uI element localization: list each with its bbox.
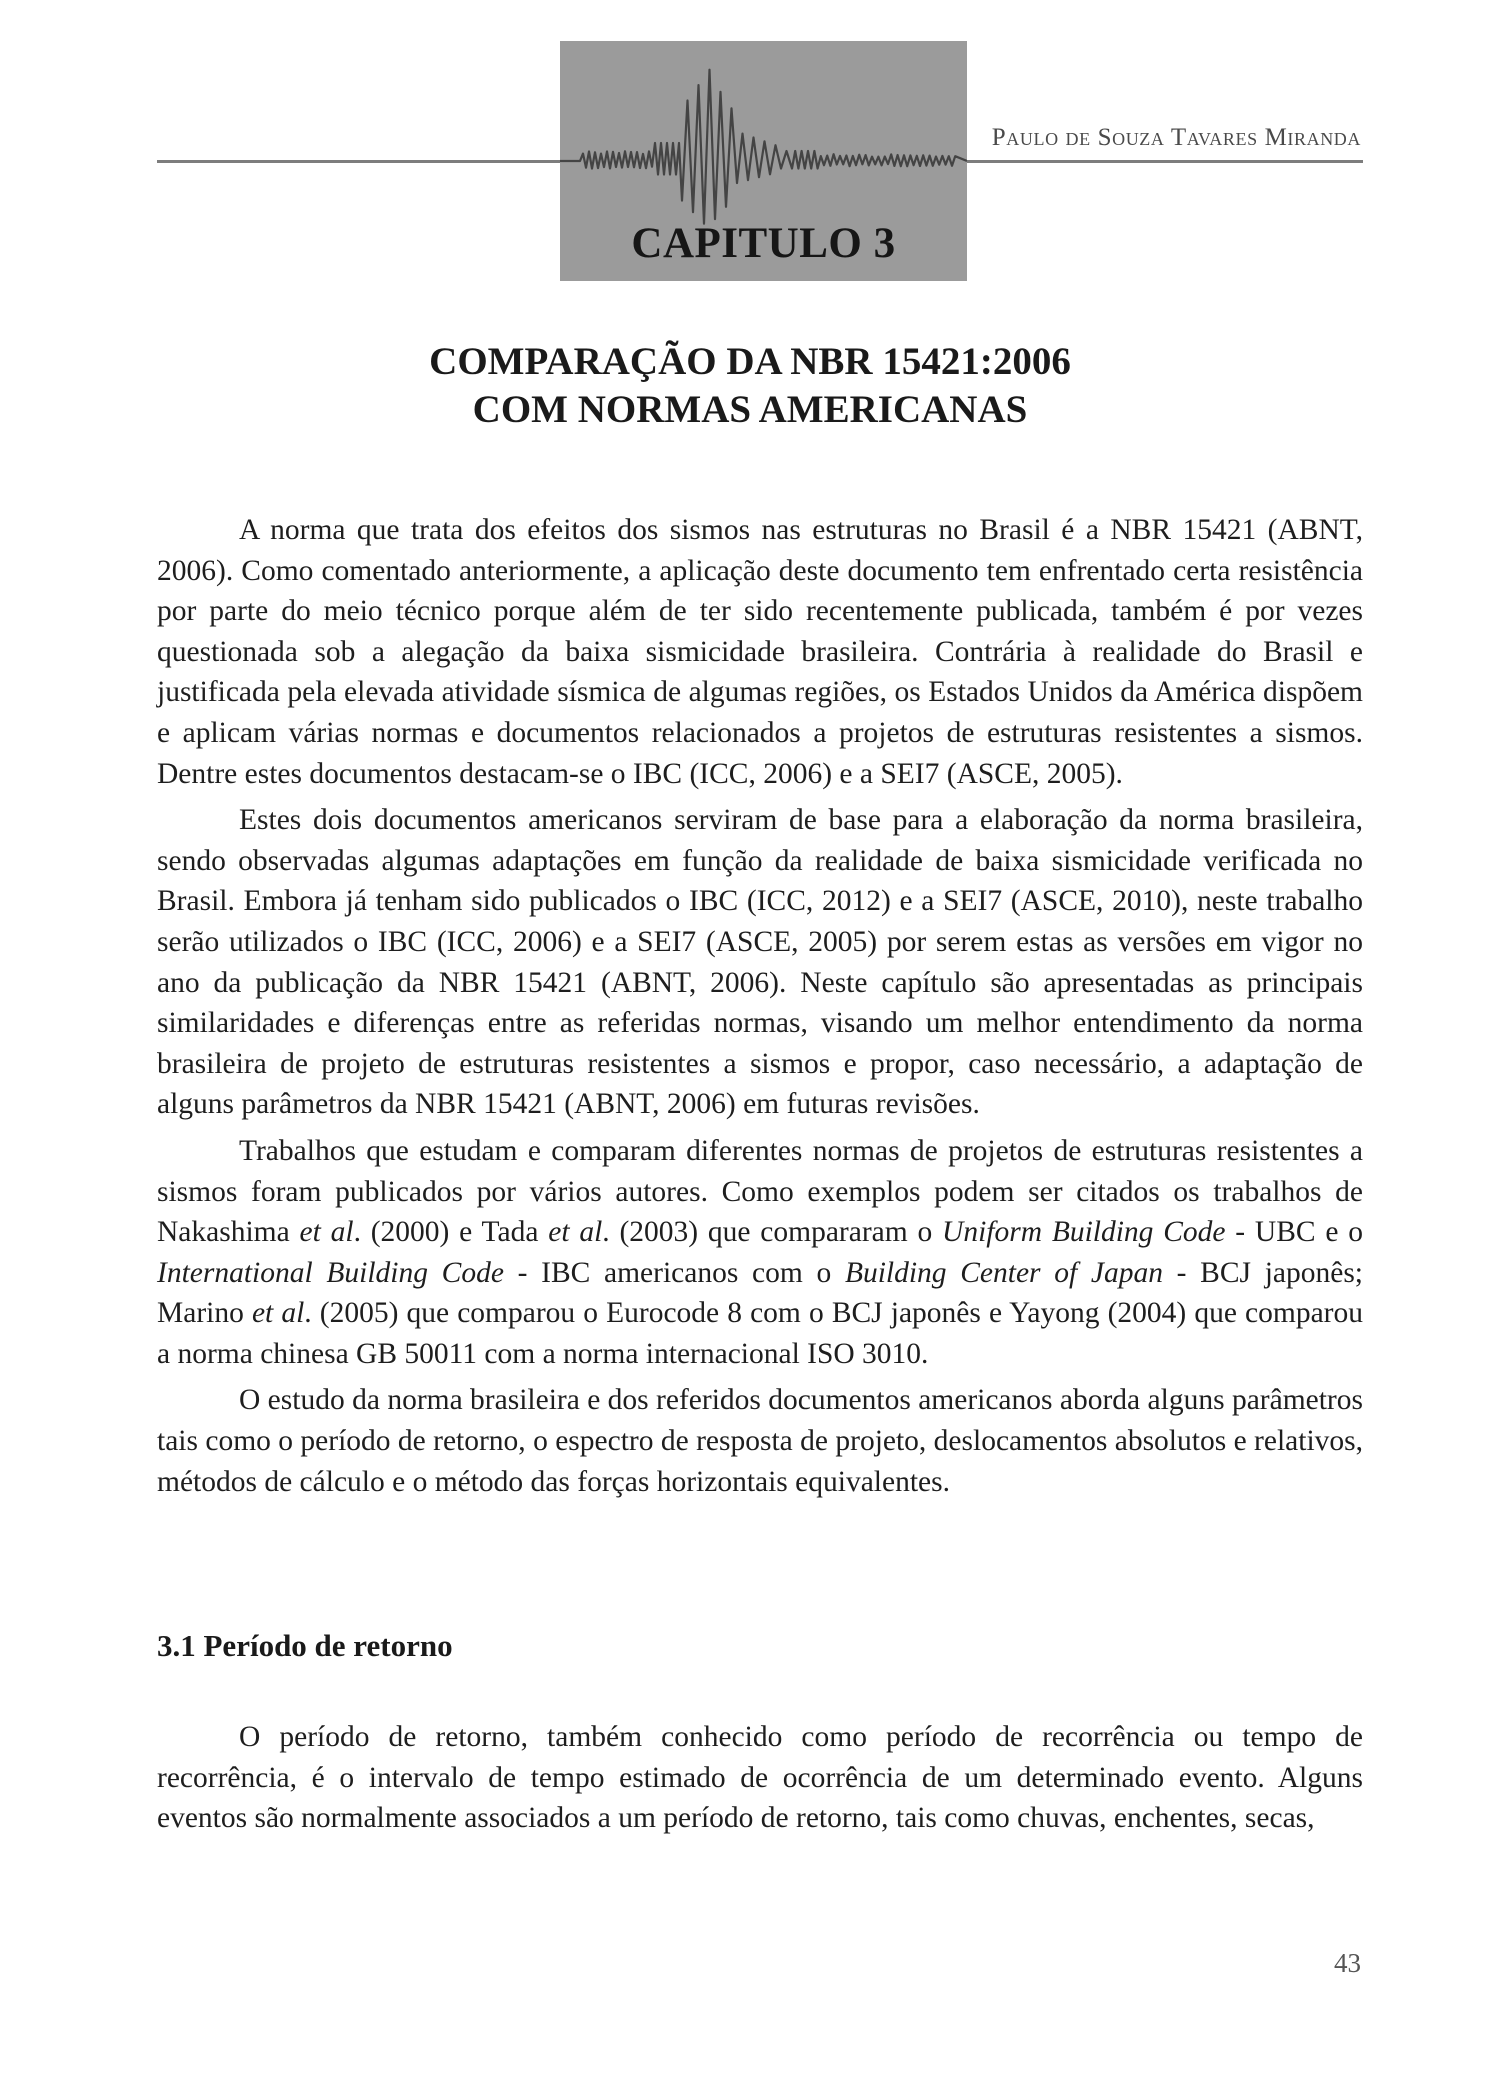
text-segment: - IBC americanos com o: [503, 1256, 845, 1289]
text-segment: . (2005) que comparou o Eurocode 8 com o BCJ japonês e Yayong (2004) que comparou a norma chinesa GB 50011 com a norma internacional ISO 3010.: [157, 1297, 1364, 1370]
chapter-title: [0, 338, 1500, 434]
paragraph: [157, 510, 1363, 794]
paragraph: [157, 1380, 1363, 1502]
italic-text: et al: [548, 1216, 603, 1249]
chapter-banner: [560, 41, 967, 281]
italic-text: et al: [299, 1216, 354, 1249]
text-segment: - UBC e o: [1225, 1216, 1364, 1249]
intro-body: [157, 510, 1363, 1508]
text-segment: A norma que trata dos efeitos dos sismos nas estruturas no Brasil é a NBR 15421 (ABNT, 2006). Como comentado anteriormente, a aplicação deste documento tem enfrentado certa resistência por parte do meio técnico porque além de ter sido recentemente publicada, também é por vezes questionada sob a alegação da baixa sismicidade brasileira. Contrária à realidade do Brasil e justificada pela elevada atividade sísmica de algumas regiões, os Estados Unidos da América dispõem e aplicam várias normas e documentos relacionados a projetos de estruturas resistentes a sismos. Dentre estes documentos destacam-se o IBC (ICC, 2006) e a SEI7 (ASCE, 2005).: [157, 514, 1363, 790]
text-segment: . (2000) e Tada: [353, 1216, 549, 1249]
text-segment: Estes dois documentos americanos serviram de base para a elaboração da norma brasileira, sendo observadas algumas adaptações em função da realidade de baixa sismicidade verificada no Brasil. Embora já tenham sido publicados o IBC (ICC, 2012) e a SEI7 (ASCE, 2010), neste trabalho serão utilizados o IBC (ICC, 2006) e a SEI7 (ASCE, 2005) por serem estas as versões em vigor no ano da publicação da NBR 15421 (ABNT, 2006). Neste capítulo são apresentadas as principais similaridades e diferenças entre as referidas normas, visando um melhor entendimento da norma brasileira de projeto de estruturas resistentes a sismos e propor, caso necessário, a adaptação de alguns parâmetros da NBR 15421 (ABNT, 2006) em futuras revisões.: [157, 804, 1363, 1121]
paragraph: [157, 1717, 1363, 1839]
italic-text: International Building Code: [157, 1256, 504, 1289]
chapter-label: CAPITULO 3: [631, 220, 896, 267]
text-segment: Trabalhos que estudam e comparam diferentes normas de projetos de estruturas resistentes a sismos foram publicados por vários autores. Como exemplos podem ser citados os trabalhos de Nakashima: [157, 1134, 1363, 1249]
section-heading: 3.1 Período de retorno: [157, 1628, 453, 1663]
paragraph: [157, 1131, 1363, 1375]
text-segment: O período de retorno, também conhecido como período de recorrência ou tempo de recorrência, é o intervalo de tempo estimado de ocorrência de um determinado evento. Alguns eventos são normalmente associados a um período de retorno, tais como chuvas, enchentes, secas,: [157, 1721, 1363, 1835]
italic-text: et al: [251, 1297, 305, 1330]
chapter-title-line-1: COMPARAÇÃO DA NBR 15421:2006: [429, 340, 1071, 383]
italic-text: Building Center of Japan: [844, 1256, 1163, 1289]
text-segment: . (2003) que compararam o: [602, 1216, 943, 1249]
paragraph: [157, 800, 1363, 1125]
section-body: [157, 1717, 1363, 1845]
text-segment: O estudo da norma brasileira e dos referidos documentos americanos aborda alguns parâmetros tais como o período de retorno, o espectro de resposta de projeto, deslocamentos absolutos e relativos, métodos de cálculo e o método das forças horizontais equivalentes.: [157, 1384, 1363, 1498]
page-number: 43: [1334, 1948, 1361, 1978]
italic-text: Uniform Building Code: [942, 1216, 1226, 1249]
running-header-author: Paulo de Souza Tavares Miranda: [991, 124, 1361, 151]
chapter-title-line-2: COM NORMAS AMERICANAS: [472, 388, 1028, 431]
text-segment: - BCJ japonês; Marino: [157, 1256, 1364, 1330]
